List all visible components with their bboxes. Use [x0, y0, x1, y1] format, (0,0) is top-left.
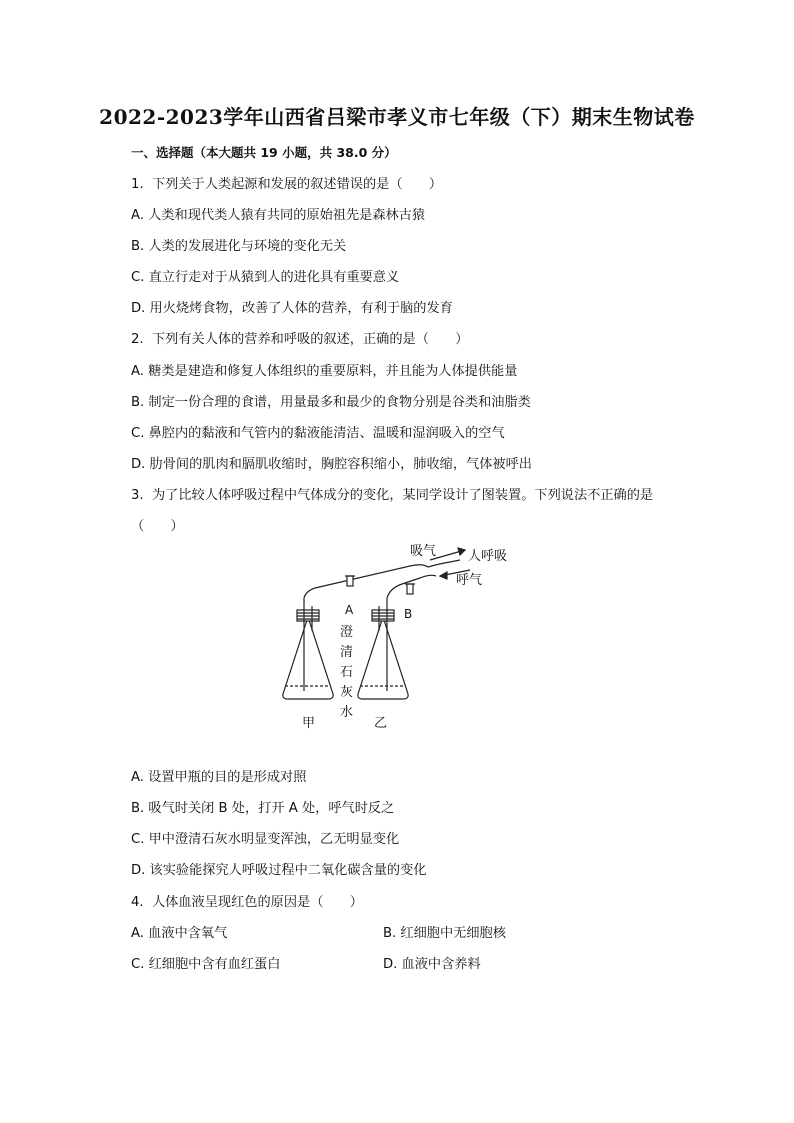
lime-water-label-4: 灰: [340, 685, 354, 700]
q3-option-c: C. 甲中澄清石灰水明显变浑浊，乙无明显变化: [131, 832, 400, 847]
valve-a-label: A: [345, 603, 354, 617]
question-3-stem-continued: （ ）: [131, 519, 184, 534]
flask-jia-body: [283, 620, 333, 699]
exam-title: 2022-2023学年山西省吕梁市孝义市七年级（下）期末生物试卷: [99, 105, 695, 129]
q2-option-b: B. 制定一份合理的食谱，用量最多和最少的食物分别是谷类和油脂类: [131, 395, 531, 410]
q4-option-d: D. 血液中含养料: [383, 957, 481, 972]
section-heading: 一、选择题（本大题共 19 小题，共 38.0 分）: [131, 145, 397, 160]
question-number: 1.: [131, 177, 144, 192]
question-stem: 人体血液呈现红色的原因是（ ）: [151, 895, 363, 910]
question-4: [131, 894, 363, 912]
q1-option-a: A. 人类和现代类人猿有共同的原始祖先是森林古猿: [131, 208, 426, 223]
q3-option-d: D. 该实验能探究人呼吸过程中二氧化碳含量的变化: [131, 863, 427, 878]
q2-option-d: D. 肋骨间的肌肉和膈肌收缩时，胸腔容积缩小，肺收缩，气体被呼出: [131, 457, 532, 472]
q1-option-c: C. 直立行走对于从猿到人的进化具有重要意义: [131, 270, 400, 285]
question-stem: 为了比较人体呼吸过程中气体成分的变化，某同学设计了图装置。下列说法不正确的是: [151, 488, 654, 503]
valve-b: [407, 584, 413, 594]
lime-water-label-3: 石: [340, 665, 354, 680]
q4-option-c: C. 红细胞中含有血红蛋白: [131, 957, 281, 972]
valve-a: [347, 576, 353, 586]
inhale-label: 吸气: [410, 544, 437, 559]
question-stem: 下列有关人体的营养和呼吸的叙述，正确的是（ ）: [151, 332, 469, 347]
flask-yi-label: 乙: [374, 716, 388, 731]
question-number: 2.: [131, 332, 144, 347]
question-1: [131, 176, 442, 194]
q3-option-a: A. 设置甲瓶的目的是形成对照: [131, 770, 307, 785]
q1-option-d: D. 用火烧烤食物，改善了人体的营养，有利于脑的发育: [131, 301, 453, 316]
lime-water-label-2: 清: [340, 645, 354, 660]
valve-b-label: B: [404, 607, 413, 621]
question-3: [131, 487, 653, 505]
q4-option-a: A. 血液中含氧气: [131, 926, 228, 941]
q2-option-c: C. 鼻腔内的黏液和气管内的黏液能清洁、温暖和湿润吸入的空气: [131, 426, 505, 441]
flask-yi-body: [358, 620, 408, 699]
question-number: 3.: [131, 488, 144, 503]
breathing-apparatus-figure: [260, 536, 530, 736]
exhale-label: 呼气: [456, 573, 483, 588]
question-number: 4.: [131, 895, 144, 910]
q2-option-a: A. 糖类是建造和修复人体组织的重要原料，并且能为人体提供能量: [131, 364, 518, 379]
q3-option-b: B. 吸气时关闭 B 处，打开 A 处，呼气时反之: [131, 801, 395, 816]
q4-option-b: B. 红细胞中无细胞核: [383, 926, 506, 941]
mouthpiece-tube: [428, 560, 460, 567]
q1-option-b: B. 人类的发展进化与环境的变化无关: [131, 239, 347, 254]
lime-water-label-1: 澄: [340, 625, 354, 640]
person-breathing-label: 人呼吸: [468, 549, 508, 564]
flask-jia-label: 甲: [302, 716, 316, 731]
lime-water-label-5: 水: [340, 705, 354, 720]
question-2: [131, 331, 468, 349]
question-stem: 下列关于人类起源和发展的叙述错误的是（ ）: [151, 177, 443, 192]
